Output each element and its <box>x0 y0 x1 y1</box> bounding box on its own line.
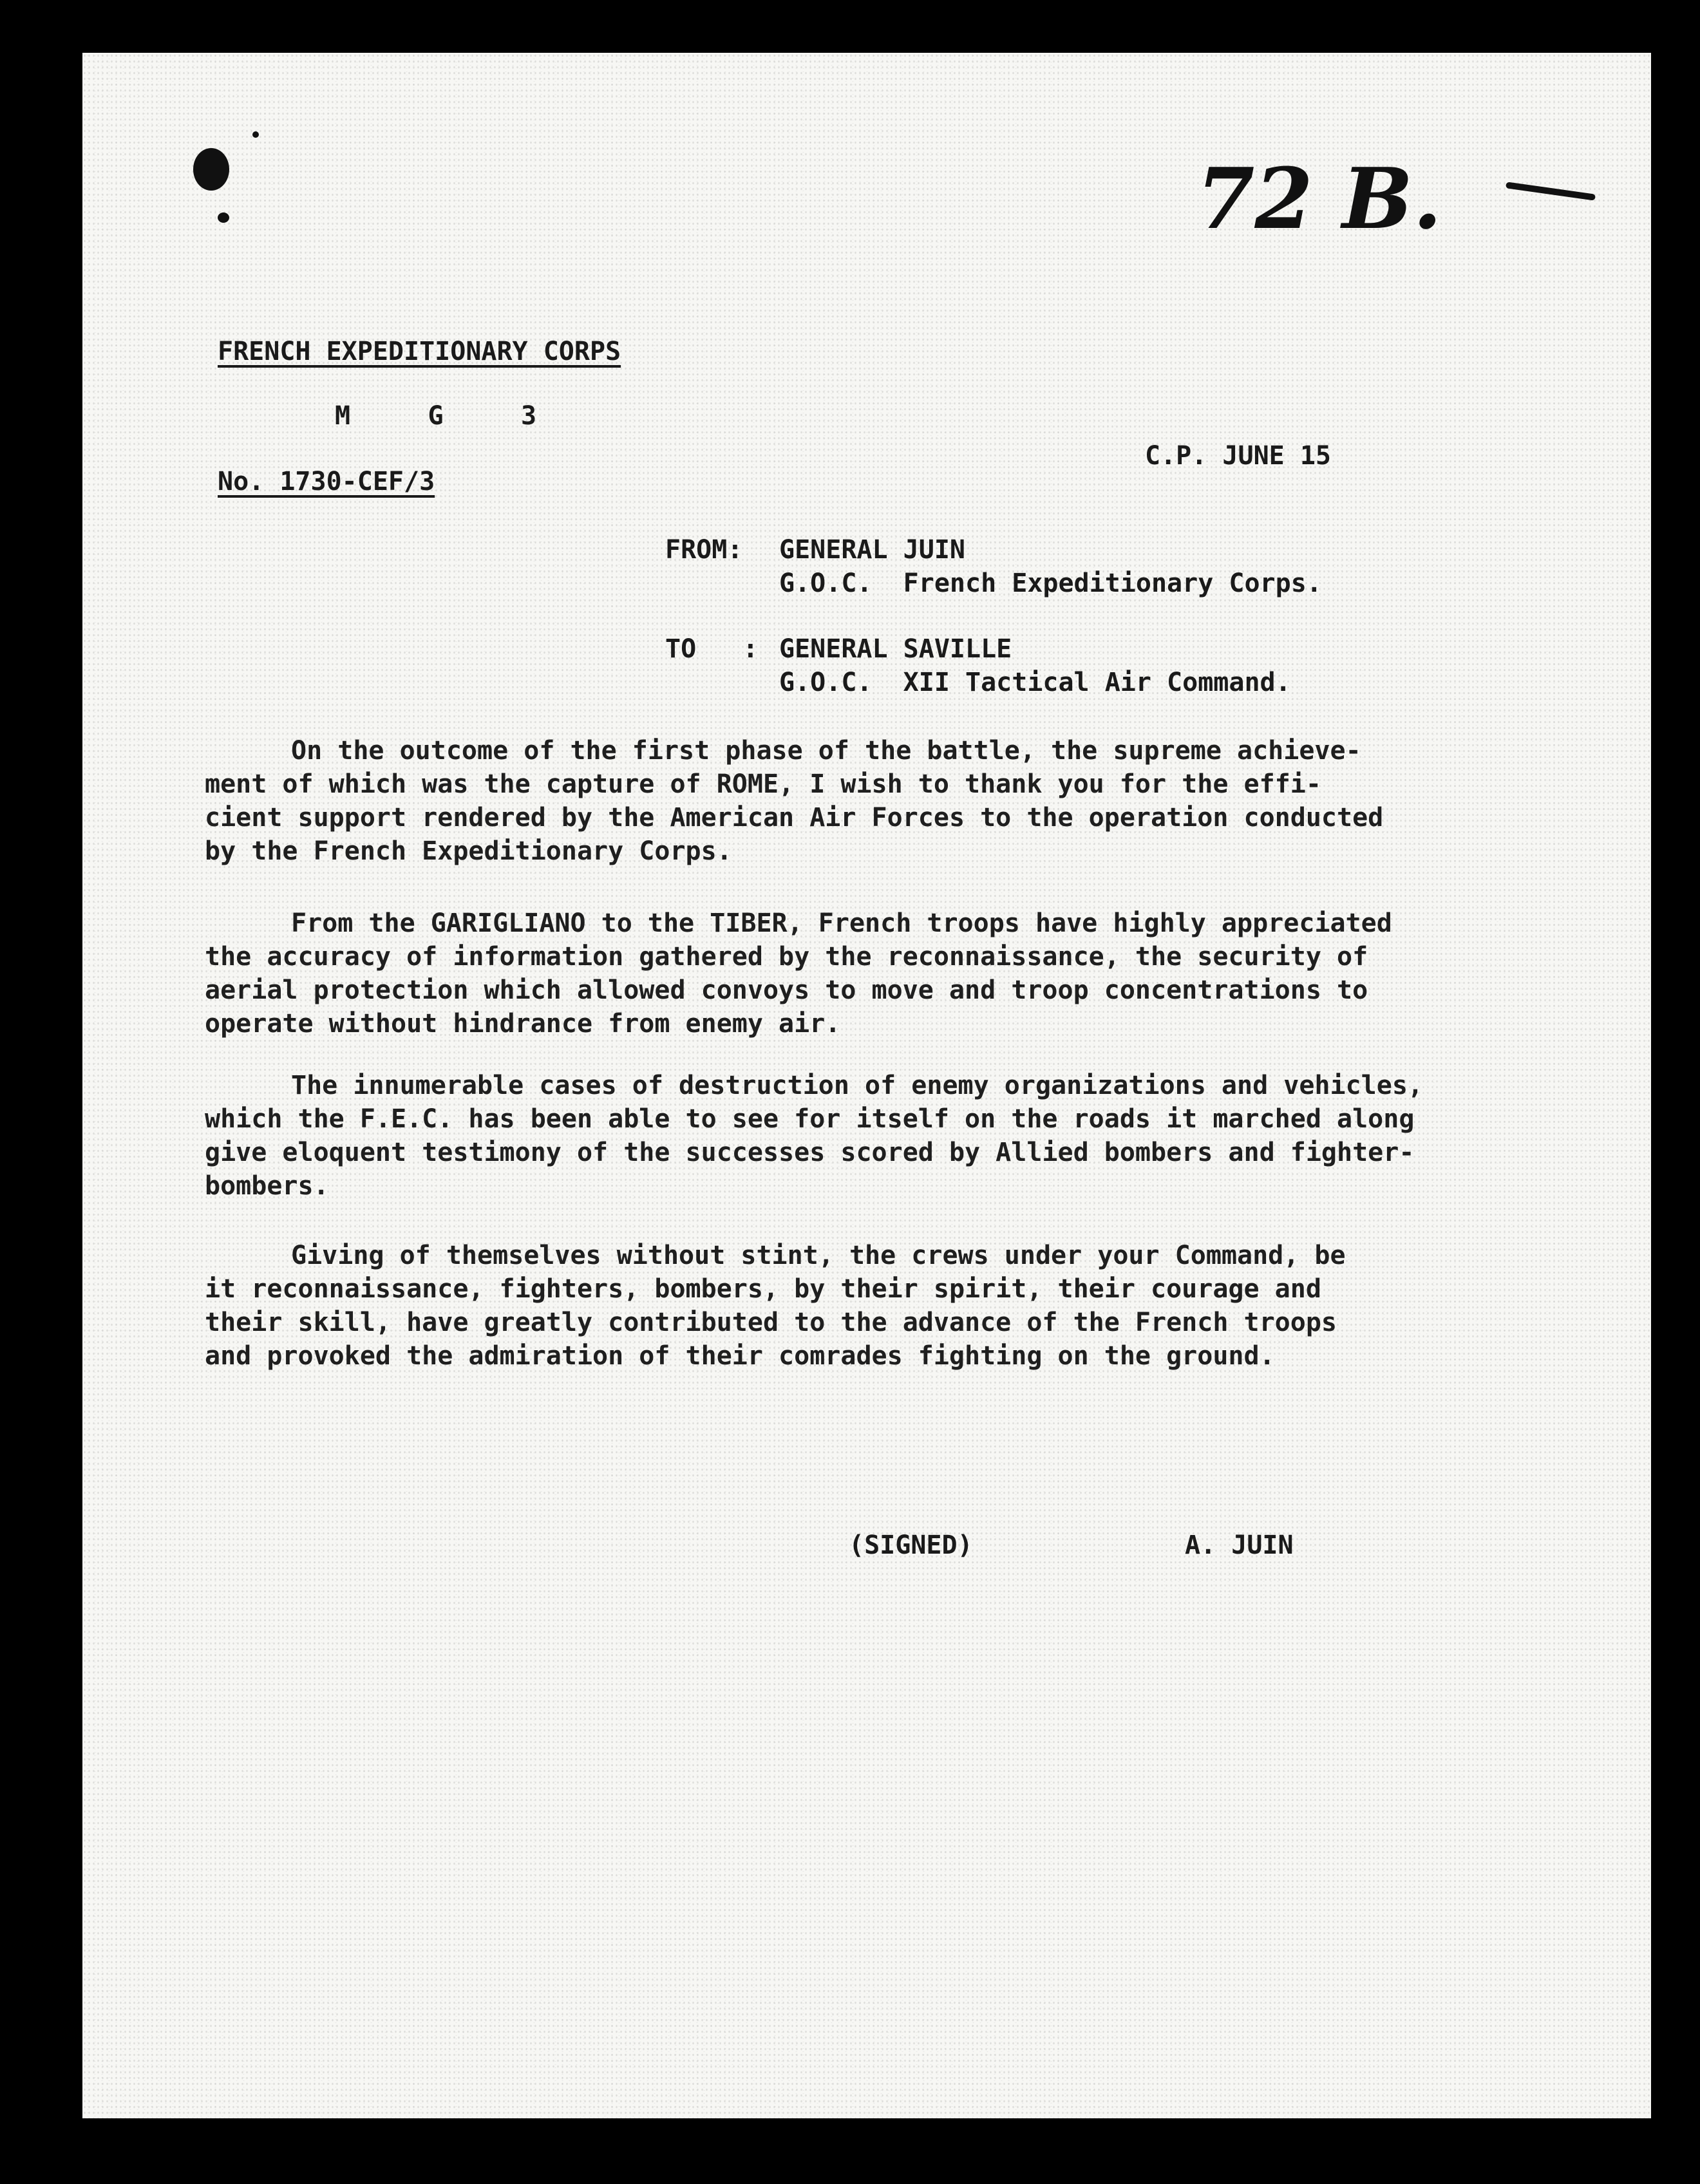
place-date: C.P. JUNE 15 <box>1145 441 1331 471</box>
ink-blot <box>193 148 229 191</box>
from-label: FROM: <box>665 535 743 565</box>
from-role: G.O.C. French Expeditionary Corps. <box>779 569 1322 598</box>
handwritten-dash <box>1506 182 1596 200</box>
to-name: GENERAL SAVILLE <box>779 634 1012 664</box>
from-name: GENERAL JUIN <box>779 535 965 565</box>
ink-blot <box>252 131 259 138</box>
code-line: M G 3 <box>335 401 537 431</box>
handwritten-mark: 72 B. <box>1196 149 1442 248</box>
paragraph-2: From the GARIGLIANO to the TIBER, French troops have highly appreciated the accuracy of information gathered by the reconnaissance, the security of aerial protection which allowed convoys to move and troop concentrations to operate without hindrance from enemy air. <box>205 908 1392 1039</box>
paragraph-4: Giving of themselves without stint, the crews under your Command, be it reconnaissance, fighters, bombers, by their spirit, their courage and their skill, have greatly contributed to the advance of the French troops and provoked the admiration of their comrades fighting on the ground. <box>205 1241 1346 1371</box>
signer-name: A. JUIN <box>1185 1530 1294 1560</box>
org-heading: FRENCH EXPEDITIONARY CORPS <box>218 337 621 366</box>
to-role: G.O.C. XII Tactical Air Command. <box>779 668 1291 697</box>
signed-label: (SIGNED) <box>849 1530 973 1560</box>
to-label: TO : <box>665 634 759 664</box>
ink-blot <box>218 212 229 223</box>
document-page <box>82 53 1651 2118</box>
paragraph-1: On the outcome of the first phase of the battle, the supreme achieve- ment of which was the capture of ROME, I wish to thank you for the effi- cient support rendered by the American Air Forces to the operation conducted by the French Expeditionary Corps. <box>205 736 1384 866</box>
paragraph-3: The innumerable cases of destruction of enemy organizations and vehicles, which the F.E.C. has been able to see for itself on the roads it marched along give eloquent testimony of the successes scored by Allied bombers and fighter- bombers. <box>205 1071 1423 1201</box>
document-number: No. 1730-CEF/3 <box>218 467 435 496</box>
